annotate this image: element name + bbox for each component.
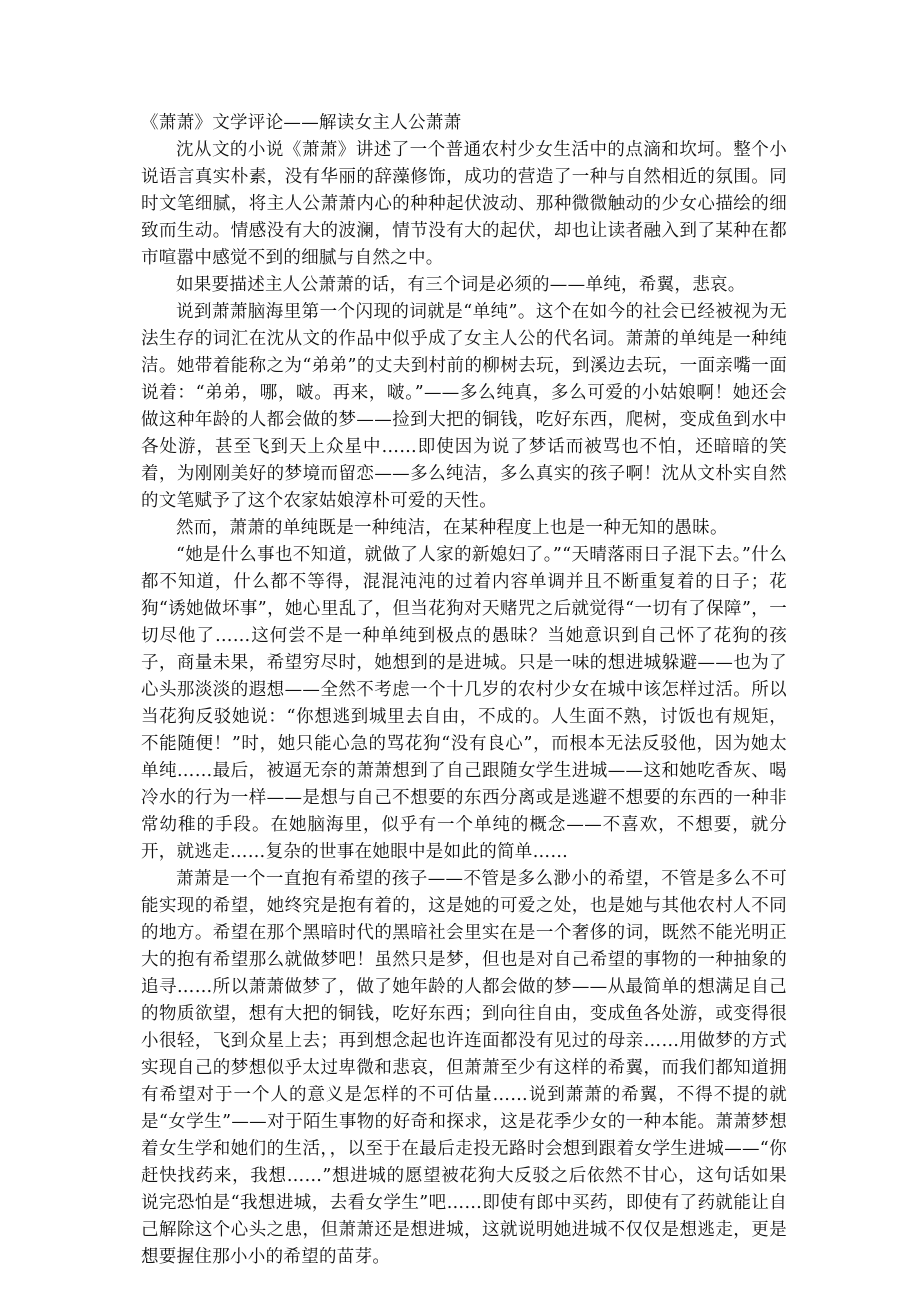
paragraph-ignorance-detail: “她是什么事也不知道，就做了人家的新媳妇了。”“天晴落雨日子混下去。”什么都不知道，什么都不等得，混混沌沌的过着内容单调并且不断重复着的日子；花狗“诱她做坏事”，她心里乱了，但当花狗对天赌咒之后就觉得“一切有了保障”，一切尽他了……这何尝不是一种单纯到极点的愚昧？当她意识到自己怀了花狗的孩子，商量未果，希望穷尽时，她想到的是进城。只是一味的想进城躲避——也为了心头那淡淡的遐想——全然不考虑一个十几岁的农村少女在城中该怎样过活。所以当花狗反驳她说：“你想逃到城里去自由，不成的。人生面不熟，讨饭也有规矩，不能随便！”时，她只能心急的骂花狗“没有良心”，而根本无法反驳他，因为她太单纯……最后，被逼无奈的萧萧想到了自己跟随女学生进城——这和她吃香灰、喝冷水的行为一样——是想与自己不想要的东西分离或是逃避不想要的东西的一种非常幼稚的手段。在她脑海里，似乎有一个单纯的概念——不喜欢，不想要，就分开，就逃走……复杂的世事在她眼中是如此的简单…… — [141, 545, 787, 862]
paragraph-hope: 萧萧是一个一直抱有希望的孩子——不管是多么渺小的希望，不管是多么不可能实现的希望，她终究是抱有着的，这是她的可爱之处，也是她与其他农村人不同的地方。希望在那个黑暗时代的黑暗社会里实在是一个奢侈的词，既然不能光明正大的抱有希望那么就做梦吧！虽然只是梦，但也是对自己希望的事物的一种抽象的追寻……所以萧萧做梦了，做了她年龄的人都会做的梦——从最简单的想满足自己的物质欲望，想有大把的铜钱，吃好东西；到向往自由，变成鱼各处游，或变得很小很轻，飞到众星上去；再到想念起也许连面都没有见过的母亲……用做梦的方式实现自己的梦想似乎太过卑微和悲哀，但萧萧至少有这样的希翼，而我们都知道拥有希望对于一个人的意义是怎样的不可估量……说到萧萧的希翼，不得不提的就是“女学生”——对于陌生事物的好奇和探求，这是花季少女的一种本能。萧萧梦想着女生学和她们的生活，，以至于在最后走投无路时会想到跟着女学生进城——“你赶快找药来，我想……”想进城的愿望被花狗大反驳之后依然不甘心，这句话如果说完恐怕是“我想进城，去看女学生”吧……即使有郎中买药，即使有了药就能让自己解除这个心头之患，但萧萧还是想进城，这就说明她进城不仅仅是想逃走，更是想要握住那小小的希望的苗芽。 — [141, 869, 787, 1267]
document-page — [141, 110, 787, 1271]
paragraph-purity: 说到萧萧脑海里第一个闪现的词就是“单纯”。这个在如今的社会已经被视为无法生存的词汇在沈从文的作品中似乎成了女主人公的代名词。萧萧的单纯是一种纯洁。她带着能称之为“弟弟”的丈夫到村前的柳树去玩，到溪边去玩，一面亲嘴一面说着：“弟弟，哪，啵。再来，啵。”——多么纯真，多么可爱的小姑娘啊！她还会做这种年龄的人都会做的梦——捡到大把的铜钱，吃好东西，爬树，变成鱼到水中各处游，甚至飞到天上众星中……即使因为说了梦话而被骂也不怕，还暗暗的笑着，为刚刚美好的梦境而留恋——多么纯洁，多么真实的孩子啊！沈从文朴实自然的文笔赋予了这个农家姑娘淳朴可爱的天性。 — [141, 302, 787, 511]
paragraph-three-words: 如果要描述主人公萧萧的话，有三个词是必须的——单纯，希翼，悲哀。 — [176, 275, 746, 295]
document-title: 《萧萧》文学评论——解读女主人公萧萧 — [141, 113, 462, 133]
paragraph-ignorance: 然而，萧萧的单纯既是一种纯洁，在某种程度上也是一种无知的愚昧。 — [176, 518, 728, 538]
paragraph-intro: 沈从文的小说《萧萧》讲述了一个普通农村少女生活中的点滴和坎坷。整个小说语言真实朴素，没有华丽的辞藻修饰，成功的营造了一种与自然相近的氛围。同时文笔细腻，将主人公萧萧内心的种种起伏波动、那种微微触动的少女心描绘的细致而生动。情感没有大的波澜，情节没有大的起伏，却也让读者融入到了某种在都市喧嚣中感觉不到的细腻与自然之中。 — [141, 140, 787, 268]
